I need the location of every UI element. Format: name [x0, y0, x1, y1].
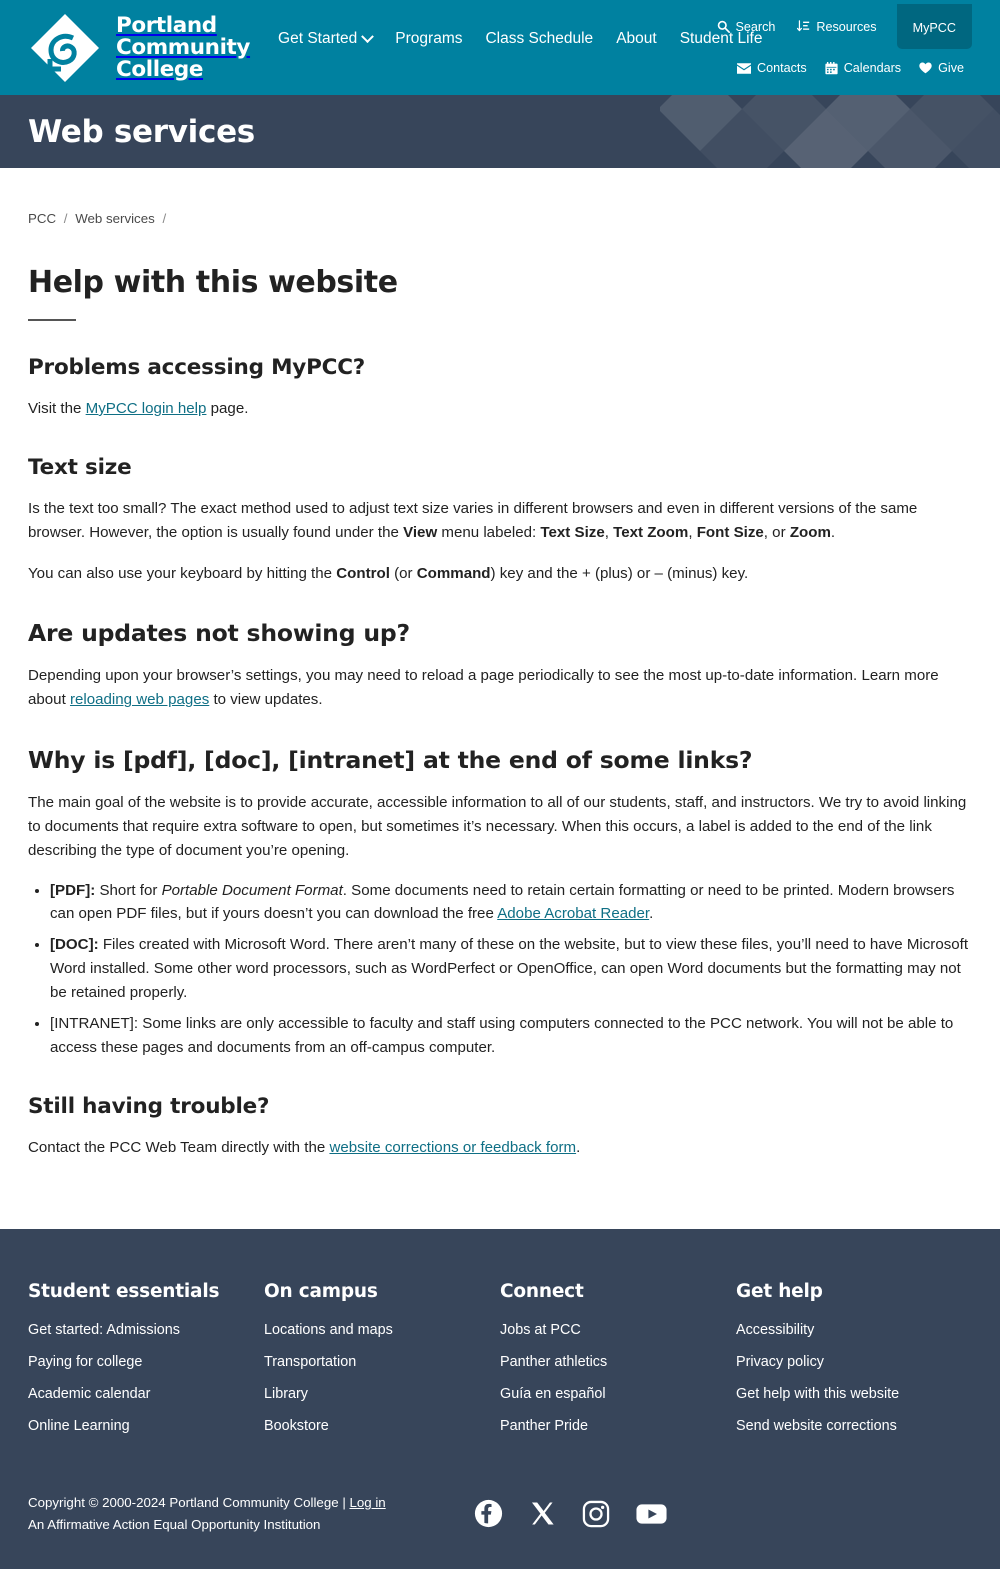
document-type-list: [28, 879, 972, 1060]
footer-link-accessibility[interactable]: Accessibility: [736, 1322, 815, 1339]
text-fragment: , or: [763, 523, 790, 541]
footer-link-get-help-with-this-website[interactable]: Get help with this website: [736, 1386, 900, 1403]
sort-list-icon: [797, 20, 810, 33]
text-fragment: Contact the PCC Web Team directly with the: [28, 1138, 330, 1156]
nav-item-class-schedule[interactable]: Class Schedule: [485, 30, 594, 47]
utility-label: Give: [938, 61, 964, 75]
nav-item-student-life[interactable]: Student Life: [679, 30, 763, 47]
utility-link-give[interactable]: [919, 61, 964, 75]
logo-line-3: College: [116, 56, 204, 82]
text-fragment: . Some documents need to retain certain formatting or need to be printed. Modern browsers can open PDF files, but if yours doesn’t you can download the free: [50, 881, 955, 923]
breadcrumb-item-web-services[interactable]: Web services: [75, 211, 155, 226]
footer-link-library[interactable]: Library: [264, 1386, 308, 1403]
text-fragment: ,: [604, 523, 614, 541]
footer-link-guia-en-espanol[interactable]: Guía en español: [500, 1386, 606, 1403]
chevron-down-icon: [361, 30, 374, 43]
text-fragment: .: [649, 905, 654, 923]
footer-link-panther-pride[interactable]: Panther Pride: [500, 1418, 588, 1435]
text-fragment: to view updates.: [209, 691, 323, 709]
text-fragment: .: [830, 523, 836, 541]
heart-icon: [919, 62, 932, 74]
footer-link-get-started-admissions[interactable]: Get started: Admissions: [28, 1322, 180, 1339]
section-heading-updates: Are updates not showing up?: [28, 619, 410, 648]
list-item-doc: [50, 933, 972, 1005]
section-heading-link-labels: Why is [pdf], [doc], [intranet] at the end of some links?: [28, 746, 753, 775]
text-fragment: page.: [206, 400, 249, 417]
footer-column-title: Connect: [500, 1281, 584, 1303]
footer-link-panther-athletics[interactable]: Panther athletics: [500, 1354, 608, 1371]
emphasis-control: Control: [336, 564, 390, 582]
text-fragment: Visit the: [28, 400, 86, 417]
emphasis-command: Command: [416, 564, 491, 582]
login-link[interactable]: Log in: [349, 1495, 386, 1511]
text-fragment: Depending upon your browser’s settings, you may need to reload a page periodically to see the most up-to-date information. Learn more about: [28, 667, 939, 709]
text-fragment: Is the text too small? The exact method used to adjust text size varies in different browsers and even in different versions of the same browser. However, the option is usually found under the: [28, 499, 918, 541]
utility-link-calendars[interactable]: [825, 61, 901, 75]
breadcrumb: [28, 168, 972, 226]
footer-link-locations-and-maps[interactable]: Locations and maps: [264, 1322, 393, 1339]
text-fragment: Short for: [95, 881, 162, 899]
emphasis-text-size: Text Size: [540, 523, 605, 541]
link-adobe-acrobat-reader[interactable]: Adobe Acrobat Reader: [497, 905, 650, 923]
instagram-icon[interactable]: [582, 1500, 610, 1528]
breadcrumb-item-pcc[interactable]: PCC: [28, 211, 57, 226]
breadcrumb-separator: /: [162, 211, 167, 226]
text-fragment: menu labeled:: [437, 523, 541, 541]
footer-column-connect: [500, 1281, 736, 1450]
label-doc: [DOC]:: [50, 936, 99, 954]
footer-column-title: Get help: [736, 1281, 823, 1303]
italic-portable-document-format: Portable Document Format: [161, 881, 343, 899]
footer-column-title: Student essentials: [28, 1281, 220, 1303]
emphasis-text-zoom: Text Zoom: [613, 523, 689, 541]
utility-row-bottom: [737, 53, 972, 83]
utility-row-top: [695, 0, 973, 53]
footer-link-jobs-at-pcc[interactable]: Jobs at PCC: [500, 1322, 581, 1339]
nav-label: Get Started: [278, 30, 358, 47]
content-bottom-spacer: [28, 1159, 972, 1229]
section-heading-still-trouble: Still having trouble?: [28, 1093, 270, 1119]
utility-label: Contacts: [756, 61, 807, 75]
footer-column-get-help: [736, 1281, 972, 1450]
footer-link-bookstore[interactable]: Bookstore: [264, 1418, 329, 1435]
link-reloading-web-pages[interactable]: reloading web pages: [69, 691, 210, 709]
paragraph-link-labels-intro: The main goal of the website is to provide accurate, accessible information to all of our students, staff, and instructors. We try to avoid linking to documents that require extra software to open, but sometimes it’s necessary. When this occurs, a label is added to the end of the link describing the type of document you’re opening.: [28, 794, 967, 859]
text-fragment: Files created with Microsoft Word. There aren’t many of these on the website, but to view these files, you’ll need to have Microsoft Word installed. Some other word processors, such as WordPerfect or OpenOffice, can open Word documents but the formatting may not be retained properly.: [50, 936, 969, 1001]
text-fragment: .: [576, 1138, 581, 1156]
footer-column-on-campus: [264, 1281, 500, 1450]
list-item-intranet: [50, 1012, 972, 1060]
emphasis-zoom: Zoom: [789, 523, 831, 541]
footer-link-transportation[interactable]: Transportation: [264, 1354, 357, 1371]
copyright-text: Copyright © 2000-2024 Portland Community College |: [28, 1495, 350, 1511]
footer-link-academic-calendar[interactable]: Academic calendar: [28, 1386, 151, 1403]
site-footer: [0, 1229, 1000, 1569]
title-underline-rule: [28, 319, 76, 321]
diamond-pattern-decoration: [660, 95, 1000, 168]
emphasis-view: View: [403, 523, 438, 541]
footer-column-student-essentials: [28, 1281, 264, 1450]
logo-line-1: Portland: [116, 13, 217, 39]
x-twitter-icon[interactable]: [529, 1500, 556, 1527]
utility-link-search[interactable]: [717, 20, 776, 34]
primary-navigation: [278, 30, 762, 48]
social-media-links: [474, 1499, 667, 1528]
logo-line-2: Community: [116, 35, 251, 61]
utility-label: Calendars: [843, 61, 902, 75]
utility-navigation: [695, 0, 973, 83]
list-item-pdf: [50, 879, 972, 927]
footer-column-title: On campus: [264, 1281, 378, 1303]
footer-link-online-learning[interactable]: Online Learning: [28, 1418, 130, 1435]
facebook-icon[interactable]: [474, 1499, 503, 1528]
paragraph-text-size-methods: [28, 497, 972, 545]
link-website-corrections-form[interactable]: website corrections or feedback form: [329, 1138, 577, 1156]
footer-link-paying-for-college[interactable]: Paying for college: [28, 1354, 143, 1371]
paragraph-contact-web-team: [28, 1136, 972, 1160]
paragraph-mypcc-login: [28, 397, 972, 421]
main-content: [0, 168, 1000, 1229]
text-fragment: ,: [688, 523, 697, 541]
page-banner: [0, 95, 1000, 168]
nav-item-programs[interactable]: Programs: [395, 30, 463, 47]
utility-label: Search: [735, 19, 776, 34]
site-header: [0, 0, 1000, 95]
search-icon: [717, 20, 730, 33]
label-pdf: [PDF]:: [50, 881, 96, 899]
utility-label: Resources: [816, 19, 877, 34]
calendar-icon: [825, 62, 838, 75]
footer-link-columns: [28, 1281, 972, 1450]
affirmative-action-text: An Affirmative Action Equal Opportunity Institution: [28, 1516, 321, 1532]
copyright-block: [28, 1492, 386, 1535]
text-fragment: ) key and the + (plus) or – (minus) key.: [490, 564, 749, 582]
text-fragment: (or: [389, 564, 417, 582]
section-heading-text-size: Text size: [28, 454, 132, 480]
text-fragment: Some links are only accessible to faculty and staff using computers connected to the PCC network. You will not be able to access these pages and documents from an off-campus computer.: [50, 1014, 954, 1056]
link-mypcc-login-help[interactable]: MyPCC login help: [85, 400, 207, 417]
utility-link-contacts[interactable]: [737, 61, 807, 75]
mypcc-button[interactable]: MyPCC: [897, 4, 972, 49]
footer-link-privacy-policy[interactable]: Privacy policy: [736, 1354, 824, 1371]
pcc-diamond-logo-icon: [28, 11, 102, 85]
footer-bottom-bar: [28, 1492, 972, 1535]
site-logo[interactable]: [28, 11, 250, 85]
page-title: Help with this website: [28, 265, 398, 300]
footer-link-send-website-corrections[interactable]: Send website corrections: [736, 1418, 897, 1435]
text-fragment: You can also use your keyboard by hitting the: [28, 564, 337, 582]
envelope-icon: [737, 63, 751, 74]
page-banner-title: Web services: [28, 113, 255, 150]
logo-wordmark: [116, 15, 250, 81]
paragraph-reload-pages: [28, 664, 972, 712]
youtube-icon[interactable]: [636, 1502, 667, 1526]
nav-item-about[interactable]: About: [616, 30, 657, 47]
label-intranet: [INTRANET]:: [50, 1014, 139, 1032]
emphasis-font-size: Font Size: [696, 523, 764, 541]
section-heading-mypcc-problems: Problems accessing MyPCC?: [28, 355, 366, 380]
breadcrumb-separator: /: [63, 211, 68, 226]
utility-link-resources[interactable]: [797, 20, 876, 34]
nav-item-get-started[interactable]: [278, 30, 372, 48]
paragraph-keyboard-shortcut: [28, 562, 972, 586]
